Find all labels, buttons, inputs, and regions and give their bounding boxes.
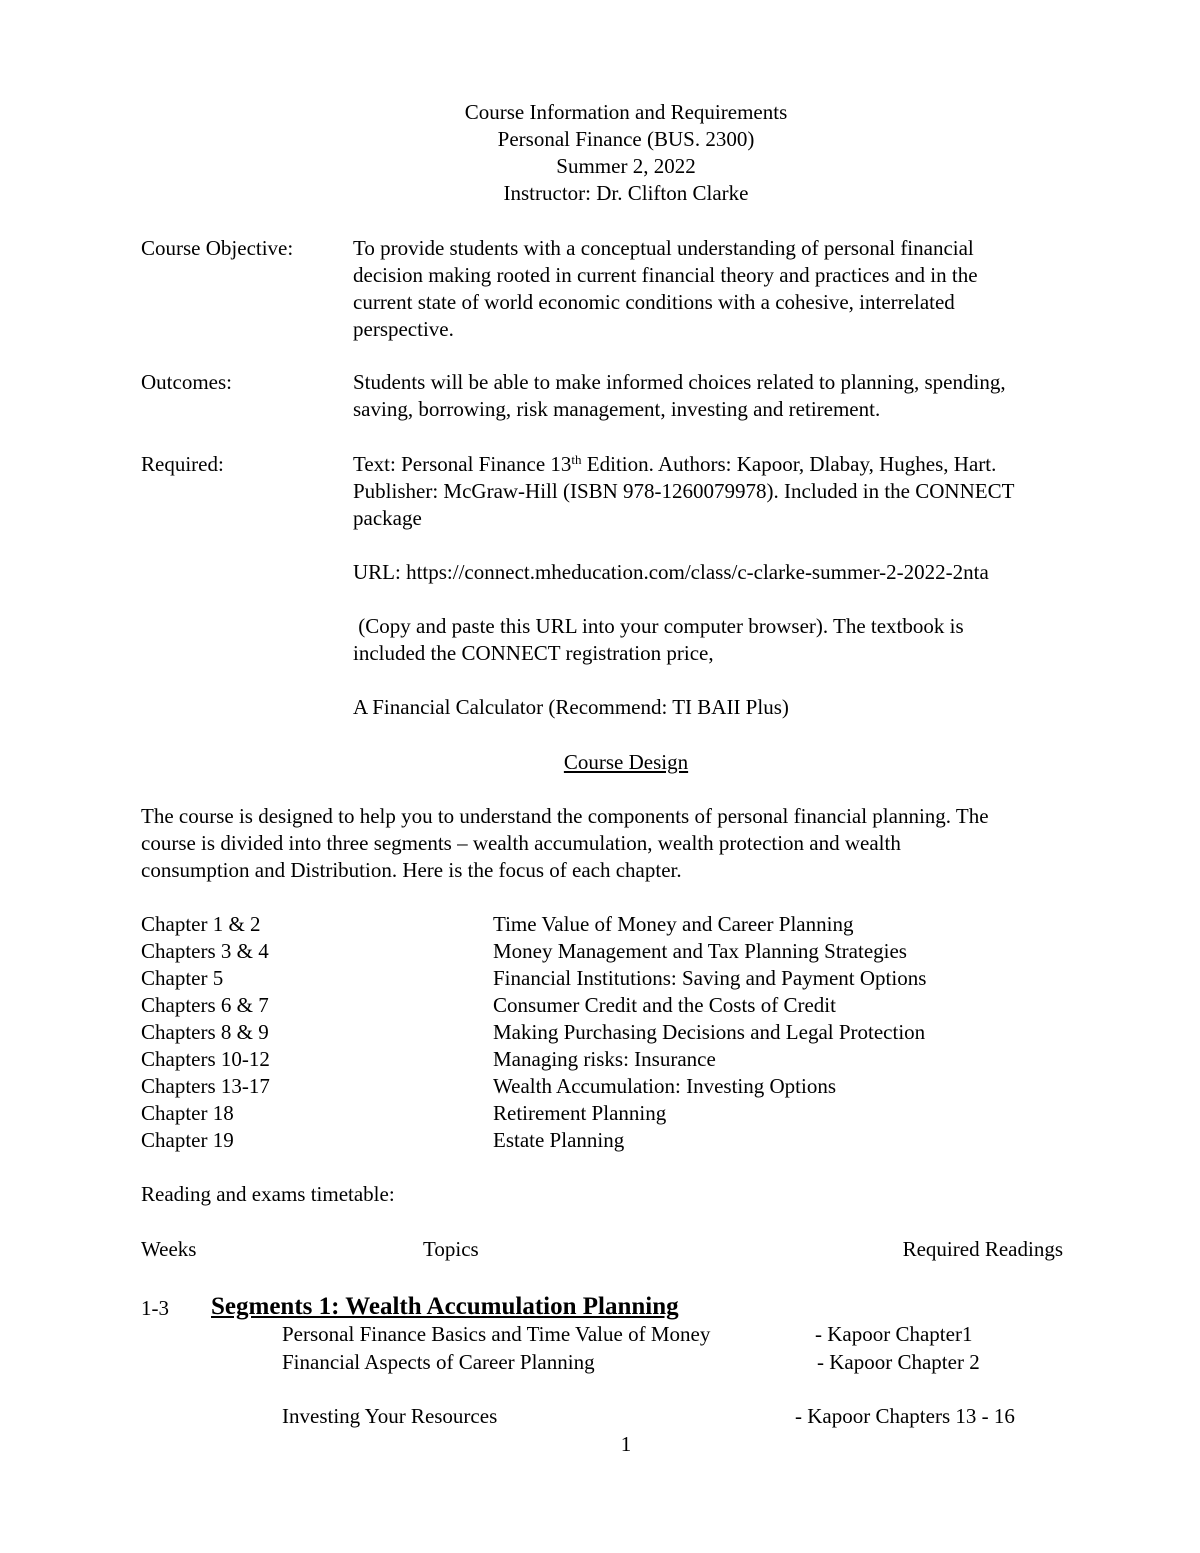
objective-line: current state of world economic conditions with a cohesive, interrelated — [353, 290, 955, 314]
course-term: Summer 2, 2022 — [556, 154, 696, 178]
chapter-row — [141, 1019, 926, 1046]
chapter-row — [141, 938, 907, 965]
edition-superscript: th — [571, 452, 582, 467]
outcomes-line: saving, borrowing, risk management, investing and retirement. — [353, 397, 881, 421]
chapter-focus: Money Management and Tax Planning Strategies — [493, 939, 907, 963]
design-intro-line: course is divided into three segments – wealth accumulation, wealth protection and wealth — [141, 831, 901, 855]
page-number: 1 — [620, 1432, 632, 1456]
readings-header: Required Readings — [902, 1237, 1063, 1261]
chapter-number: Chapters 8 & 9 — [141, 1020, 269, 1044]
chapter-number: Chapter 1 & 2 — [141, 912, 261, 936]
outcomes-label: Outcomes: — [141, 370, 232, 394]
segment-weeks: 1-3 — [141, 1296, 169, 1320]
objective-line: decision making rooted in current financial theory and practices and in the — [353, 263, 978, 287]
weeks-header-text: Weeks — [141, 1237, 197, 1261]
timetable-label: Reading and exams timetable: — [141, 1182, 395, 1206]
chapter-focus: Retirement Planning — [493, 1101, 667, 1125]
chapter-row — [141, 965, 927, 992]
weeks-header — [141, 1236, 322, 1263]
calculator-requirement: A Financial Calculator (Recommend: TI BAII Plus) — [353, 695, 789, 719]
objective-text — [353, 235, 1113, 343]
required-text — [353, 451, 1113, 532]
textbook-authors: Edition. Authors: Kapoor, Dlabay, Hughes, Hart. — [581, 452, 997, 476]
chapter-focus: Managing risks: Insurance — [493, 1047, 716, 1071]
chapter-row — [141, 1100, 667, 1127]
chapter-row — [141, 911, 854, 938]
instructor-name: Instructor: Dr. Clifton Clarke — [503, 181, 749, 205]
objective-line: To provide students with a conceptual understanding of personal financial — [353, 236, 974, 260]
chapter-focus: Time Value of Money and Career Planning — [493, 912, 854, 936]
timetable-row-topic: Personal Finance Basics and Time Value of Money — [282, 1322, 711, 1346]
textbook-line — [353, 451, 1113, 478]
topics-header-text: Topics — [423, 1237, 479, 1261]
design-intro-line: consumption and Distribution. Here is the focus of each chapter. — [141, 858, 682, 882]
topics-header — [423, 1236, 767, 1263]
connect-url: URL: https://connect.mheducation.com/class/c-clarke-summer-2-2022-2nta — [353, 560, 989, 584]
chapter-number: Chapters 13-17 — [141, 1074, 270, 1098]
timetable-row-topic: Investing Your Resources — [282, 1404, 498, 1428]
chapter-number: Chapters 10-12 — [141, 1047, 270, 1071]
timetable-row-topic: Financial Aspects of Career Planning — [282, 1350, 595, 1374]
chapter-list — [141, 911, 927, 1154]
chapter-number: Chapters 6 & 7 — [141, 993, 269, 1017]
outcomes-text — [353, 369, 1113, 423]
chapter-focus: Financial Institutions: Saving and Payment Options — [493, 966, 927, 990]
publisher-line: package — [353, 506, 422, 530]
chapter-row — [141, 1127, 625, 1154]
chapter-row — [141, 992, 836, 1019]
chapter-number: Chapter 5 — [141, 966, 224, 990]
chapter-row — [141, 1046, 716, 1073]
timetable-header — [141, 1236, 1063, 1263]
publisher-line: Publisher: McGraw-Hill (ISBN 978-1260079978). Included in the CONNECT — [353, 479, 1015, 503]
chapter-row — [141, 1073, 837, 1100]
objective-label: Course Objective: — [141, 236, 294, 260]
segment-title: Segments 1: Wealth Accumulation Planning — [211, 1293, 679, 1320]
document-title: Course Information and Requirements — [464, 100, 788, 124]
timetable-row-reading: - Kapoor Chapter 2 — [817, 1350, 980, 1374]
copy-instructions — [353, 613, 1113, 667]
timetable-row-reading: - Kapoor Chapters 13 - 16 — [795, 1404, 1015, 1428]
chapter-focus: Consumer Credit and the Costs of Credit — [493, 993, 836, 1017]
design-intro-line: The course is designed to help you to understand the components of personal financial planning. The — [141, 804, 989, 828]
copy-line: (Copy and paste this URL into your computer browser). The textbook is — [353, 614, 964, 638]
required-label: Required: — [141, 452, 224, 476]
chapter-number: Chapters 3 & 4 — [141, 939, 269, 963]
course-name: Personal Finance (BUS. 2300) — [497, 127, 755, 151]
chapter-focus: Wealth Accumulation: Investing Options — [493, 1074, 837, 1098]
timetable-row-reading: - Kapoor Chapter1 — [815, 1322, 973, 1346]
chapter-focus: Estate Planning — [493, 1128, 625, 1152]
textbook-title: Text: Personal Finance 13 — [353, 452, 572, 476]
chapter-focus: Making Purchasing Decisions and Legal Protection — [493, 1020, 926, 1044]
course-design-heading-text: Course Design — [563, 750, 689, 774]
course-design-heading — [0, 749, 1200, 776]
copy-line: included the CONNECT registration price, — [353, 641, 714, 665]
design-intro — [141, 803, 989, 884]
outcomes-line: Students will be able to make informed choices related to planning, spending, — [353, 370, 1006, 394]
chapter-number: Chapter 19 — [141, 1128, 234, 1152]
chapter-number: Chapter 18 — [141, 1101, 234, 1125]
objective-line: perspective. — [353, 317, 454, 341]
